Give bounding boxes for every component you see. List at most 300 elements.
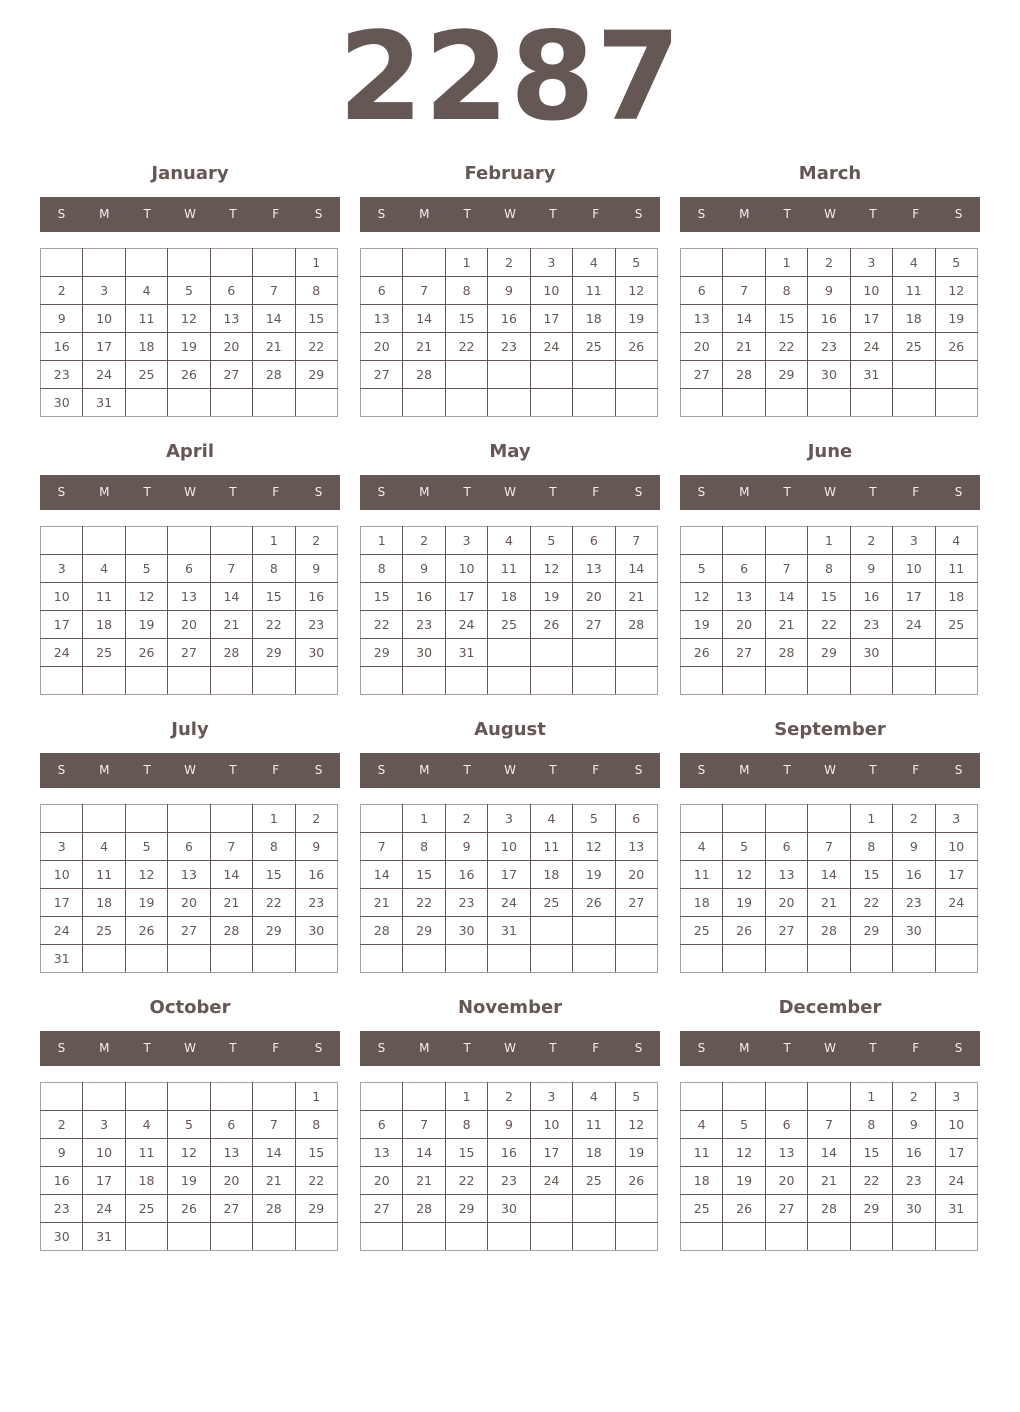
weekday-label: S xyxy=(57,1041,66,1055)
day-cell: 3 xyxy=(41,833,83,861)
day-cell: 1 xyxy=(850,805,892,833)
day-grid xyxy=(680,1082,978,1251)
year-title: 2287 xyxy=(338,6,682,148)
day-grid xyxy=(360,526,658,695)
day-cell: 26 xyxy=(723,917,765,945)
weekday-label: W xyxy=(504,485,516,499)
day-cell: 17 xyxy=(935,861,977,889)
day-cell: 6 xyxy=(765,833,807,861)
day-cell: 17 xyxy=(530,1139,572,1167)
day-cell: 5 xyxy=(615,249,657,277)
day-cell: 27 xyxy=(573,611,615,639)
day-cell: 10 xyxy=(488,833,530,861)
day-cell: 26 xyxy=(723,1195,765,1223)
week-row xyxy=(361,861,658,889)
day-cell: 1 xyxy=(253,805,295,833)
day-cell: 6 xyxy=(168,555,210,583)
day-cell: 24 xyxy=(83,361,125,389)
week-row xyxy=(681,1223,978,1251)
day-cell: 18 xyxy=(573,1139,615,1167)
weekday-label: S xyxy=(314,485,323,499)
weekday-label: T xyxy=(549,1041,557,1055)
week-row xyxy=(41,1111,338,1139)
day-cell: 18 xyxy=(530,861,572,889)
day-cell: 4 xyxy=(573,1083,615,1111)
weekday-label: S xyxy=(377,207,386,221)
day-cell: 29 xyxy=(253,917,295,945)
week-row xyxy=(41,583,338,611)
day-cell: 14 xyxy=(210,583,252,611)
day-cell: 24 xyxy=(83,1195,125,1223)
day-cell xyxy=(125,527,167,555)
day-cell: 16 xyxy=(403,583,445,611)
day-cell: 31 xyxy=(83,1223,125,1251)
weekday-label: M xyxy=(419,1041,430,1055)
day-cell: 12 xyxy=(935,277,977,305)
day-cell: 28 xyxy=(253,361,295,389)
day-cell: 7 xyxy=(253,1111,295,1139)
day-cell: 24 xyxy=(488,889,530,917)
weekday-label: F xyxy=(912,485,920,499)
day-cell: 23 xyxy=(41,1195,83,1223)
day-cell: 11 xyxy=(681,1139,723,1167)
week-row xyxy=(681,1083,978,1111)
day-cell xyxy=(615,1223,657,1251)
day-cell: 20 xyxy=(615,861,657,889)
weekday-label: F xyxy=(272,207,280,221)
day-cell xyxy=(935,917,977,945)
day-cell: 27 xyxy=(765,917,807,945)
day-cell: 19 xyxy=(125,889,167,917)
weekday-label: S xyxy=(954,485,963,499)
day-cell: 9 xyxy=(488,277,530,305)
day-cell: 23 xyxy=(893,889,935,917)
day-cell xyxy=(765,667,807,695)
weekday-label: S xyxy=(377,1041,386,1055)
day-cell: 5 xyxy=(723,833,765,861)
week-row xyxy=(681,611,978,639)
day-cell: 4 xyxy=(488,527,530,555)
day-cell: 14 xyxy=(403,305,445,333)
day-cell xyxy=(210,389,252,417)
week-row xyxy=(681,889,978,917)
day-cell xyxy=(893,945,935,973)
day-cell: 29 xyxy=(808,639,850,667)
month-name: February xyxy=(464,163,556,184)
day-cell: 23 xyxy=(808,333,850,361)
day-cell: 7 xyxy=(210,555,252,583)
day-grid xyxy=(360,248,658,417)
day-cell xyxy=(850,1223,892,1251)
day-cell xyxy=(723,667,765,695)
day-cell: 23 xyxy=(403,611,445,639)
day-cell: 8 xyxy=(808,555,850,583)
day-cell xyxy=(488,389,530,417)
day-cell: 13 xyxy=(361,1139,403,1167)
weekday-label: T xyxy=(143,207,151,221)
day-cell: 29 xyxy=(445,1195,487,1223)
day-cell xyxy=(935,1223,977,1251)
day-cell: 18 xyxy=(83,889,125,917)
day-cell: 14 xyxy=(765,583,807,611)
weekday-label: S xyxy=(697,1041,706,1055)
day-cell: 24 xyxy=(445,611,487,639)
week-row xyxy=(41,917,338,945)
day-cell: 24 xyxy=(893,611,935,639)
day-cell xyxy=(83,945,125,973)
week-row xyxy=(361,805,658,833)
day-cell xyxy=(850,667,892,695)
day-cell xyxy=(210,667,252,695)
weekday-label: M xyxy=(419,207,430,221)
day-cell xyxy=(530,389,572,417)
day-cell: 25 xyxy=(681,917,723,945)
day-cell xyxy=(615,945,657,973)
day-cell xyxy=(41,667,83,695)
day-cell: 21 xyxy=(615,583,657,611)
day-cell: 7 xyxy=(808,1111,850,1139)
day-cell: 4 xyxy=(83,555,125,583)
day-cell: 16 xyxy=(295,583,337,611)
day-cell: 26 xyxy=(615,1167,657,1195)
day-cell: 3 xyxy=(530,1083,572,1111)
day-cell: 26 xyxy=(935,333,977,361)
day-cell xyxy=(361,945,403,973)
day-cell: 20 xyxy=(361,333,403,361)
weekday-label: M xyxy=(739,207,750,221)
week-row xyxy=(361,305,658,333)
day-cell xyxy=(615,667,657,695)
day-cell xyxy=(83,527,125,555)
day-cell: 18 xyxy=(681,1167,723,1195)
weekday-label: W xyxy=(824,485,836,499)
day-cell xyxy=(723,249,765,277)
day-grid xyxy=(680,248,978,417)
day-cell: 9 xyxy=(403,555,445,583)
week-row xyxy=(41,333,338,361)
weekday-label: M xyxy=(99,1041,110,1055)
week-row xyxy=(361,1167,658,1195)
week-row xyxy=(41,277,338,305)
month-name: April xyxy=(165,441,215,462)
day-cell: 5 xyxy=(935,249,977,277)
weekday-label: W xyxy=(504,1041,516,1055)
day-cell: 28 xyxy=(723,361,765,389)
day-cell xyxy=(681,945,723,973)
day-cell: 14 xyxy=(361,861,403,889)
day-cell: 2 xyxy=(445,805,487,833)
day-cell: 16 xyxy=(893,1139,935,1167)
day-cell xyxy=(125,389,167,417)
day-cell: 9 xyxy=(41,1139,83,1167)
day-cell xyxy=(41,805,83,833)
day-cell: 1 xyxy=(445,249,487,277)
week-row xyxy=(681,639,978,667)
day-cell xyxy=(808,805,850,833)
day-cell xyxy=(125,1083,167,1111)
week-row xyxy=(361,917,658,945)
week-row xyxy=(681,945,978,973)
day-cell xyxy=(295,1223,337,1251)
day-cell: 22 xyxy=(253,611,295,639)
day-cell: 13 xyxy=(615,833,657,861)
day-cell: 7 xyxy=(615,527,657,555)
day-cell: 19 xyxy=(681,611,723,639)
weekday-header-bar xyxy=(360,197,660,232)
day-cell xyxy=(210,945,252,973)
day-cell: 8 xyxy=(765,277,807,305)
weekday-label: S xyxy=(57,763,66,777)
day-cell: 15 xyxy=(361,583,403,611)
day-cell xyxy=(445,667,487,695)
day-cell xyxy=(765,527,807,555)
day-cell: 27 xyxy=(361,361,403,389)
weekday-label: T xyxy=(143,1041,151,1055)
day-cell xyxy=(765,1083,807,1111)
day-cell: 16 xyxy=(893,861,935,889)
week-row xyxy=(361,1223,658,1251)
day-cell: 3 xyxy=(445,527,487,555)
week-row xyxy=(41,805,338,833)
day-cell xyxy=(488,361,530,389)
weekday-label: M xyxy=(419,763,430,777)
day-cell: 6 xyxy=(361,277,403,305)
day-cell: 31 xyxy=(935,1195,977,1223)
weekday-label: T xyxy=(549,485,557,499)
day-cell: 13 xyxy=(168,583,210,611)
day-cell: 1 xyxy=(295,1083,337,1111)
day-cell: 31 xyxy=(488,917,530,945)
day-cell: 2 xyxy=(41,1111,83,1139)
weekday-label: M xyxy=(739,485,750,499)
day-cell: 14 xyxy=(808,1139,850,1167)
day-cell: 20 xyxy=(573,583,615,611)
day-cell: 17 xyxy=(41,611,83,639)
day-cell: 16 xyxy=(850,583,892,611)
day-cell: 9 xyxy=(41,305,83,333)
day-cell xyxy=(765,805,807,833)
weekday-label: F xyxy=(592,207,600,221)
day-cell: 11 xyxy=(573,1111,615,1139)
day-cell xyxy=(573,667,615,695)
week-row xyxy=(41,305,338,333)
day-cell: 30 xyxy=(41,1223,83,1251)
day-cell: 8 xyxy=(295,277,337,305)
day-cell xyxy=(83,805,125,833)
day-cell: 23 xyxy=(295,611,337,639)
weekday-label: T xyxy=(143,763,151,777)
day-cell: 1 xyxy=(361,527,403,555)
day-cell: 30 xyxy=(295,639,337,667)
day-cell: 4 xyxy=(681,833,723,861)
day-cell: 25 xyxy=(573,1167,615,1195)
day-cell xyxy=(445,389,487,417)
weekday-label: S xyxy=(634,207,643,221)
day-cell xyxy=(681,805,723,833)
day-cell: 12 xyxy=(723,1139,765,1167)
day-cell xyxy=(615,1195,657,1223)
day-cell: 1 xyxy=(403,805,445,833)
day-cell: 10 xyxy=(893,555,935,583)
day-cell: 28 xyxy=(253,1195,295,1223)
day-grid xyxy=(360,804,658,973)
day-cell: 22 xyxy=(445,1167,487,1195)
day-cell xyxy=(253,667,295,695)
day-cell: 29 xyxy=(295,361,337,389)
day-cell xyxy=(615,639,657,667)
week-row xyxy=(361,611,658,639)
day-cell: 26 xyxy=(681,639,723,667)
day-cell xyxy=(83,249,125,277)
day-cell xyxy=(530,1195,572,1223)
day-cell: 8 xyxy=(445,1111,487,1139)
day-cell: 17 xyxy=(488,861,530,889)
day-cell: 11 xyxy=(573,277,615,305)
day-cell: 1 xyxy=(765,249,807,277)
weekday-label: S xyxy=(954,207,963,221)
day-cell xyxy=(253,945,295,973)
day-cell: 10 xyxy=(935,1111,977,1139)
day-cell: 7 xyxy=(210,833,252,861)
day-cell: 14 xyxy=(723,305,765,333)
day-cell: 6 xyxy=(615,805,657,833)
day-cell: 9 xyxy=(488,1111,530,1139)
day-cell: 19 xyxy=(615,1139,657,1167)
weekday-label: M xyxy=(99,207,110,221)
day-cell: 18 xyxy=(488,583,530,611)
weekday-label: W xyxy=(824,763,836,777)
day-cell: 30 xyxy=(893,917,935,945)
day-cell: 5 xyxy=(125,833,167,861)
week-row xyxy=(41,611,338,639)
day-cell: 20 xyxy=(681,333,723,361)
day-cell: 6 xyxy=(573,527,615,555)
day-cell xyxy=(403,1223,445,1251)
day-cell: 19 xyxy=(168,333,210,361)
day-cell: 25 xyxy=(83,639,125,667)
day-cell: 13 xyxy=(361,305,403,333)
day-cell: 25 xyxy=(125,1195,167,1223)
day-cell: 4 xyxy=(893,249,935,277)
day-cell xyxy=(168,667,210,695)
day-cell xyxy=(210,1223,252,1251)
day-cell xyxy=(723,1223,765,1251)
day-cell: 13 xyxy=(765,1139,807,1167)
day-cell: 20 xyxy=(765,889,807,917)
day-cell xyxy=(615,389,657,417)
weekday-label: T xyxy=(783,485,791,499)
month-name: August xyxy=(474,719,546,740)
day-cell: 10 xyxy=(530,277,572,305)
month-name: September xyxy=(774,719,886,740)
day-cell: 8 xyxy=(361,555,403,583)
day-cell xyxy=(210,805,252,833)
day-cell: 14 xyxy=(210,861,252,889)
day-cell: 29 xyxy=(361,639,403,667)
day-cell: 29 xyxy=(850,1195,892,1223)
day-cell: 3 xyxy=(83,1111,125,1139)
week-row xyxy=(41,639,338,667)
day-cell: 27 xyxy=(681,361,723,389)
weekday-label: T xyxy=(549,763,557,777)
weekday-header-bar xyxy=(360,475,660,510)
day-cell: 2 xyxy=(488,1083,530,1111)
day-cell: 10 xyxy=(530,1111,572,1139)
day-cell: 21 xyxy=(253,1167,295,1195)
day-cell: 24 xyxy=(41,639,83,667)
week-row xyxy=(361,555,658,583)
weekday-header-bar xyxy=(680,197,980,232)
day-cell: 5 xyxy=(681,555,723,583)
day-cell: 15 xyxy=(445,305,487,333)
day-cell: 16 xyxy=(41,1167,83,1195)
day-cell xyxy=(488,639,530,667)
week-row xyxy=(681,861,978,889)
day-cell: 10 xyxy=(41,583,83,611)
day-cell: 18 xyxy=(573,305,615,333)
day-cell: 4 xyxy=(125,1111,167,1139)
day-cell xyxy=(808,667,850,695)
day-cell xyxy=(210,527,252,555)
day-grid xyxy=(40,1082,338,1251)
day-cell: 27 xyxy=(168,639,210,667)
day-cell xyxy=(168,527,210,555)
week-row xyxy=(361,583,658,611)
day-cell xyxy=(681,1083,723,1111)
week-row xyxy=(361,1083,658,1111)
day-cell xyxy=(808,1083,850,1111)
day-cell: 23 xyxy=(850,611,892,639)
day-cell xyxy=(681,389,723,417)
week-row xyxy=(681,1139,978,1167)
day-cell: 28 xyxy=(210,639,252,667)
week-row xyxy=(361,667,658,695)
day-cell: 20 xyxy=(210,333,252,361)
day-grid xyxy=(360,1082,658,1251)
day-cell: 14 xyxy=(253,1139,295,1167)
day-cell: 7 xyxy=(765,555,807,583)
weekday-label: T xyxy=(869,763,877,777)
day-cell: 3 xyxy=(935,805,977,833)
day-cell xyxy=(488,945,530,973)
day-cell: 2 xyxy=(488,249,530,277)
day-cell: 4 xyxy=(935,527,977,555)
day-cell xyxy=(210,249,252,277)
day-cell xyxy=(723,389,765,417)
day-cell xyxy=(125,249,167,277)
day-cell: 7 xyxy=(361,833,403,861)
day-cell xyxy=(253,249,295,277)
week-row xyxy=(681,1167,978,1195)
day-cell: 22 xyxy=(850,889,892,917)
day-cell xyxy=(361,249,403,277)
day-cell: 28 xyxy=(808,1195,850,1223)
weekday-label: T xyxy=(869,207,877,221)
day-cell: 10 xyxy=(445,555,487,583)
day-cell xyxy=(808,1223,850,1251)
day-cell: 17 xyxy=(530,305,572,333)
week-row xyxy=(361,833,658,861)
weekday-label: S xyxy=(314,1041,323,1055)
week-row xyxy=(41,555,338,583)
day-cell xyxy=(850,389,892,417)
day-cell: 5 xyxy=(168,1111,210,1139)
week-row xyxy=(41,389,338,417)
day-cell: 25 xyxy=(573,333,615,361)
day-cell xyxy=(41,249,83,277)
week-row xyxy=(41,667,338,695)
day-cell xyxy=(361,805,403,833)
